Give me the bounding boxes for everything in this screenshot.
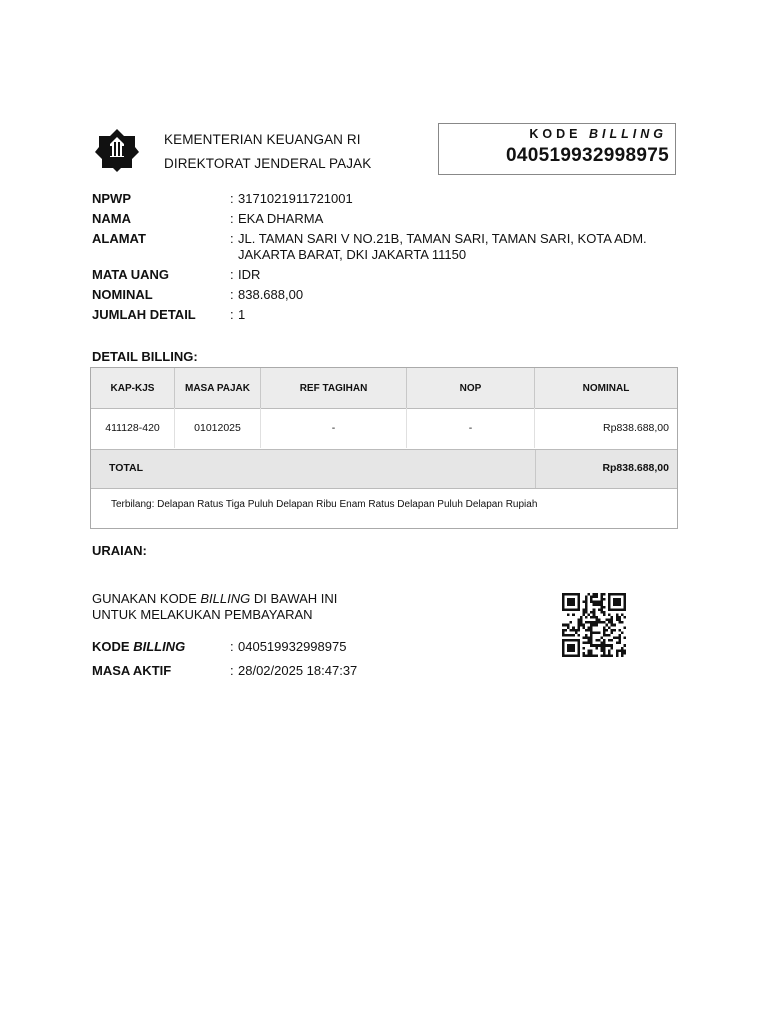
colon: : <box>230 191 234 206</box>
col-kap-kjs: KAP-KJS <box>91 368 175 408</box>
taxpayer-info <box>92 191 682 327</box>
cell-kap-kjs: 411128-420 <box>91 408 175 448</box>
total-label: TOTAL <box>109 462 144 474</box>
cell-nop: - <box>407 408 535 448</box>
alamat-label: ALAMAT <box>92 231 146 246</box>
kode-label-prefix: KODE <box>529 127 582 141</box>
mata-uang-label: MATA UANG <box>92 267 170 282</box>
col-nominal: NOMINAL <box>582 382 630 394</box>
instruction-line2: UNTUK MELAKUKAN PEMBAYARAN <box>92 607 313 622</box>
nominal-value: 838.688,00 <box>238 287 304 302</box>
cell-nominal: Rp838.688,00 <box>603 422 669 434</box>
masa-aktif-row <box>92 663 492 679</box>
org-name-line1: KEMENTERIAN KEUANGAN RI <box>164 132 361 147</box>
kode-billing-box <box>438 123 676 175</box>
payment-instruction <box>92 591 337 623</box>
colon: : <box>230 287 234 302</box>
kode-billing-row <box>92 639 492 655</box>
total-value: Rp838.688,00 <box>602 462 669 474</box>
kode-bottom-prefix: KODE <box>92 639 130 654</box>
total-divider <box>535 450 536 488</box>
nama-value: EKA DHARMA <box>238 211 324 226</box>
jumlah-detail-row <box>92 307 682 323</box>
masa-aktif-label: MASA AKTIF <box>92 663 172 678</box>
billing-summary <box>92 639 492 687</box>
instruction-suffix: DI BAWAH INI <box>253 591 338 606</box>
col-masa-pajak: MASA PAJAK <box>175 368 261 408</box>
colon: : <box>230 267 234 282</box>
alamat-value: JL. TAMAN SARI V NO.21B, TAMAN SARI, TAMAN SARI, KOTA ADM. JAKARTA BARAT, DKI JAKARTA 11150 <box>238 231 647 262</box>
kode-billing-bottom-label <box>92 639 230 655</box>
nama-label: NAMA <box>92 211 131 226</box>
cell-masa-pajak: 01012025 <box>175 408 261 448</box>
kode-bottom-italic: BILLING <box>133 639 186 654</box>
kode-billing-label <box>529 127 667 141</box>
col-ref-tagihan: REF TAGIHAN <box>261 368 407 408</box>
nominal-row <box>92 287 682 303</box>
jumlah-detail-label: JUMLAH DETAIL <box>92 307 196 322</box>
colon: : <box>230 663 234 678</box>
kode-billing-bottom-value: 040519932998975 <box>238 639 347 654</box>
table-row <box>91 408 677 448</box>
colon: : <box>230 231 234 246</box>
colon: : <box>230 211 234 226</box>
total-row <box>91 449 677 489</box>
uraian-title: URAIAN: <box>92 543 147 558</box>
instruction-line1 <box>92 591 337 607</box>
kode-billing-value: 040519932998975 <box>505 145 669 166</box>
col-nop: NOP <box>407 368 535 408</box>
mata-uang-row <box>92 267 682 283</box>
nominal-label: NOMINAL <box>92 287 153 302</box>
npwp-value: 3171021911721001 <box>238 191 353 206</box>
org-name-line2: DIREKTORAT JENDERAL PAJAK <box>164 156 372 171</box>
table-header <box>91 368 677 409</box>
colon: : <box>230 639 234 654</box>
cell-ref-tagihan: - <box>261 408 407 448</box>
npwp-label: NPWP <box>92 191 131 206</box>
ministry-emblem-icon <box>94 128 140 172</box>
alamat-row <box>92 231 682 263</box>
instruction-italic: BILLING <box>200 591 251 606</box>
terbilang-text: Terbilang: Delapan Ratus Tiga Puluh Delapan Ribu Enam Ratus Delapan Puluh Delapan Rupiah <box>111 499 538 510</box>
nama-row <box>92 211 682 227</box>
kode-label-italic: BILLING <box>589 127 667 141</box>
instruction-prefix: GUNAKAN KODE <box>92 591 197 606</box>
jumlah-detail-value: 1 <box>238 307 246 322</box>
mata-uang-value: IDR <box>238 267 261 282</box>
detail-billing-table <box>90 367 678 529</box>
masa-aktif-value: 28/02/2025 18:47:37 <box>238 663 358 678</box>
detail-billing-title: DETAIL BILLING: <box>92 349 198 364</box>
colon: : <box>230 307 234 322</box>
npwp-row <box>92 191 682 207</box>
qr-code-icon <box>560 593 628 657</box>
